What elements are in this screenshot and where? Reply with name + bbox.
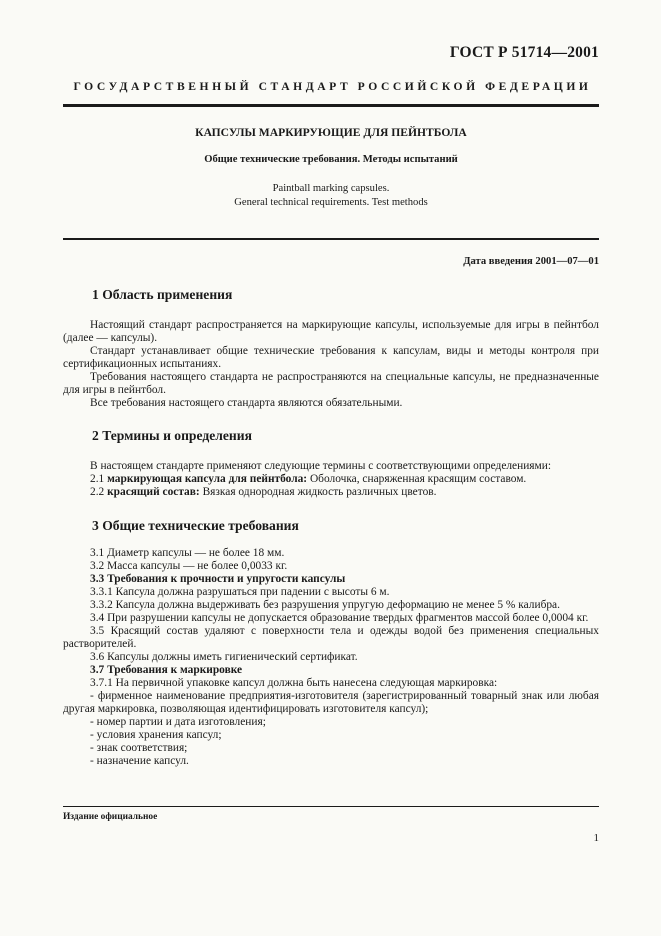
state-standard-heading: ГОСУДАРСТВЕННЫЙ СТАНДАРТ РОССИЙСКОЙ ФЕДЕРАЦИИ: [73, 80, 592, 93]
term-number: 2.1: [90, 473, 105, 485]
list-item: - номер партии и дата изготовления;: [90, 716, 266, 728]
title-rule: [63, 238, 599, 240]
introduction-date: Дата введения 2001—07—01: [463, 256, 599, 267]
paragraph: 3.5 Красящий состав удаляют с поверхности тела и одежды водой без применения специальных растворителей.: [63, 625, 599, 650]
document-subtitle: Общие технические требования. Методы испытаний: [204, 154, 458, 165]
term-name: маркирующая капсула для пейнтбола:: [107, 473, 308, 485]
paragraph: 3.1 Диаметр капсулы — не более 18 мм.: [90, 547, 285, 559]
list-item: - назначение капсул.: [90, 755, 189, 767]
english-title-line: Paintball marking capsules.: [272, 183, 390, 194]
paragraph: 3.4 При разрушении капсулы не допускается образование твердых фрагментов массой более 0,0004 кг.: [90, 612, 589, 624]
paragraph: Все требования настоящего стандарта являются обязательными.: [90, 397, 403, 409]
paragraph: В настоящем стандарте применяют следующие термины с соответствующими определениями:: [90, 460, 552, 472]
paragraph: 3.6 Капсулы должны иметь гигиенический сертификат.: [90, 651, 358, 663]
paragraph: 3.7.1 На первичной упаковке капсул должна быть нанесена следующая маркировка:: [90, 677, 498, 689]
standard-code: ГОСТ Р 51714—2001: [449, 44, 599, 61]
term-definition-text: Вязкая однородная жидкость различных цветов.: [202, 486, 437, 498]
paragraph: 3.3.2 Капсула должна выдерживать без разрушения упругую деформацию не менее 5 % калибра.: [90, 599, 560, 611]
term-definition: [63, 473, 599, 486]
term-name: красящий состав:: [107, 486, 200, 498]
section-heading: 3 Общие технические требования: [92, 518, 299, 533]
document-title: КАПСУЛЫ МАРКИРУЮЩИЕ ДЛЯ ПЕЙНТБОЛА: [195, 126, 467, 139]
section-heading: 1 Область применения: [92, 287, 233, 302]
term-definition-text: Оболочка, снаряженная красящим составом.: [309, 473, 527, 485]
english-title: [63, 182, 599, 210]
page-number: 1: [593, 832, 599, 844]
official-edition-note: Издание официальное: [63, 812, 158, 822]
subsection-heading: 3.7 Требования к маркировке: [90, 664, 243, 676]
paragraph: Стандарт устанавливает общие технические требования к капсулам, виды и методы контроля при сертификационных испытаниях.: [63, 345, 599, 370]
header-rule: [63, 104, 599, 107]
section-body: [63, 547, 599, 768]
list-item: - условия хранения капсул;: [90, 729, 222, 741]
section-body: [63, 319, 599, 410]
list-item: - знак соответствия;: [90, 742, 188, 754]
section-heading: 2 Термины и определения: [92, 428, 252, 443]
footer-rule: [63, 806, 599, 807]
paragraph: Требования настоящего стандарта не распространяются на специальные капсулы, не предназначенные для игры в пейнтбол.: [63, 371, 599, 396]
paragraph: 3.3.1 Капсула должна разрушаться при падении с высоты 6 м.: [90, 586, 390, 598]
list-item: - фирменное наименование предприятия-изготовителя (зарегистрированный товарный знак или любая другая маркировка, позволяющая идентифицировать изготовителя капсул);: [63, 690, 599, 715]
paragraph: 3.2 Масса капсулы — не более 0,0033 кг.: [90, 560, 288, 572]
section-body: [63, 460, 599, 499]
paragraph: Настоящий стандарт распространяется на маркирующие капсулы, используемые для игры в пейнтбол (далее — капсулы).: [63, 319, 599, 344]
term-definition: [63, 486, 599, 499]
english-title-line: General technical requirements. Test methods: [234, 197, 428, 208]
term-number: 2.2: [90, 486, 105, 498]
subsection-heading: 3.3 Требования к прочности и упругости капсулы: [90, 573, 346, 585]
